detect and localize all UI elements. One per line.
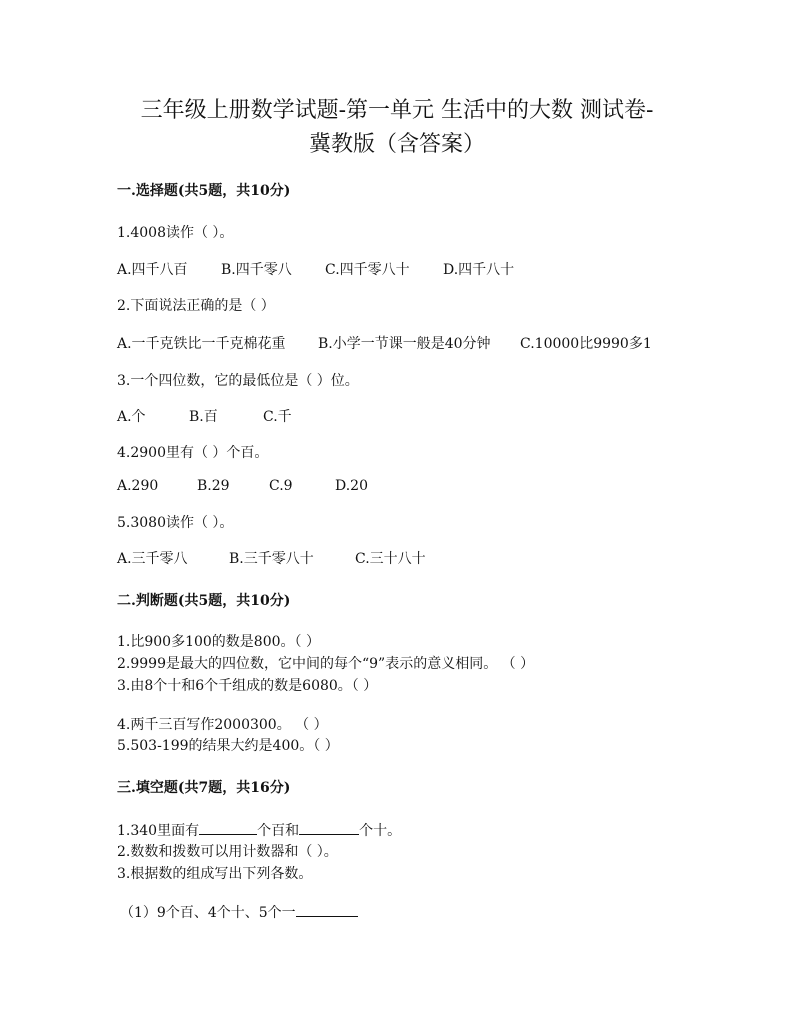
- option: C.千: [263, 409, 292, 425]
- judge-item-4: 4.两千三百写作2000300。 （ ）: [117, 717, 328, 733]
- judge-item-2: 2.9999是最大的四位数，它中间的每个“9”表示的意义相同。 （ ）: [117, 656, 535, 672]
- section-heading-fill: 三.填空题(共7题，共16分): [117, 780, 291, 796]
- section-heading-judge: 二.判断题(共5题，共10分): [117, 593, 291, 609]
- title-line-1: 三年级上册数学试题-第一单元 生活中的大数 测试卷-: [140, 98, 654, 123]
- option: B.三千零八十: [229, 551, 314, 567]
- judge-item-1: 1.比900多100的数是800。（ ）: [117, 634, 320, 650]
- fill-question-1: [117, 820, 401, 840]
- option: B.四千零八: [221, 262, 292, 278]
- fill-question-3-1: [120, 902, 358, 922]
- option: B.小学一节课一般是40分钟: [318, 336, 491, 352]
- fill-q1-text-c: 个十。: [359, 823, 402, 839]
- judge-item-5: 5.503-199的结果大约是400。（ ）: [117, 738, 339, 754]
- option: B.百: [189, 409, 218, 425]
- option: A.四千八百: [117, 262, 188, 278]
- fill-question-3: 3.根据数的组成写出下列各数。: [117, 866, 313, 882]
- question-2-stem: 2.下面说法正确的是（ ）: [117, 298, 275, 314]
- option: C.三十八十: [355, 551, 426, 567]
- title-line-2: 冀教版（含答案）: [308, 132, 485, 157]
- option: D.四千八十: [443, 262, 515, 278]
- section-heading-choice: 一.选择题(共5题，共10分): [117, 183, 291, 199]
- option: C.四千零八十: [325, 262, 410, 278]
- option: A.个: [117, 409, 146, 425]
- fill-q1-text-b: 个百和: [257, 823, 300, 839]
- question-1-stem: 1.4008读作（ ）。: [117, 225, 234, 241]
- answer-blank[interactable]: [199, 820, 257, 835]
- answer-blank[interactable]: [296, 902, 358, 917]
- option: C.9: [269, 478, 293, 494]
- option: A.290: [117, 478, 159, 494]
- judge-item-3: 3.由8个十和6个千组成的数是6080。（ ）: [117, 678, 378, 694]
- fill-q1-text-a: 1.340里面有: [117, 823, 200, 839]
- option: A.三千零八: [117, 551, 188, 567]
- option: C.10000比9990多1: [520, 336, 652, 352]
- option: A.一千克铁比一千克棉花重: [117, 336, 286, 352]
- question-3-stem: 3.一个四位数，它的最低位是（ ）位。: [117, 373, 359, 389]
- option: D.20: [335, 478, 368, 494]
- page-title: [60, 94, 734, 162]
- option: B.29: [197, 478, 230, 494]
- fill-question-2: 2.数数和拨数可以用计数器和（ ）。: [117, 844, 338, 860]
- question-4-stem: 4.2900里有（ ）个百。: [117, 445, 269, 461]
- question-5-stem: 5.3080读作（ ）。: [117, 515, 234, 531]
- answer-blank[interactable]: [299, 820, 359, 835]
- fill-q3-1-text: （1）9个百、4个十、5个一: [120, 905, 296, 921]
